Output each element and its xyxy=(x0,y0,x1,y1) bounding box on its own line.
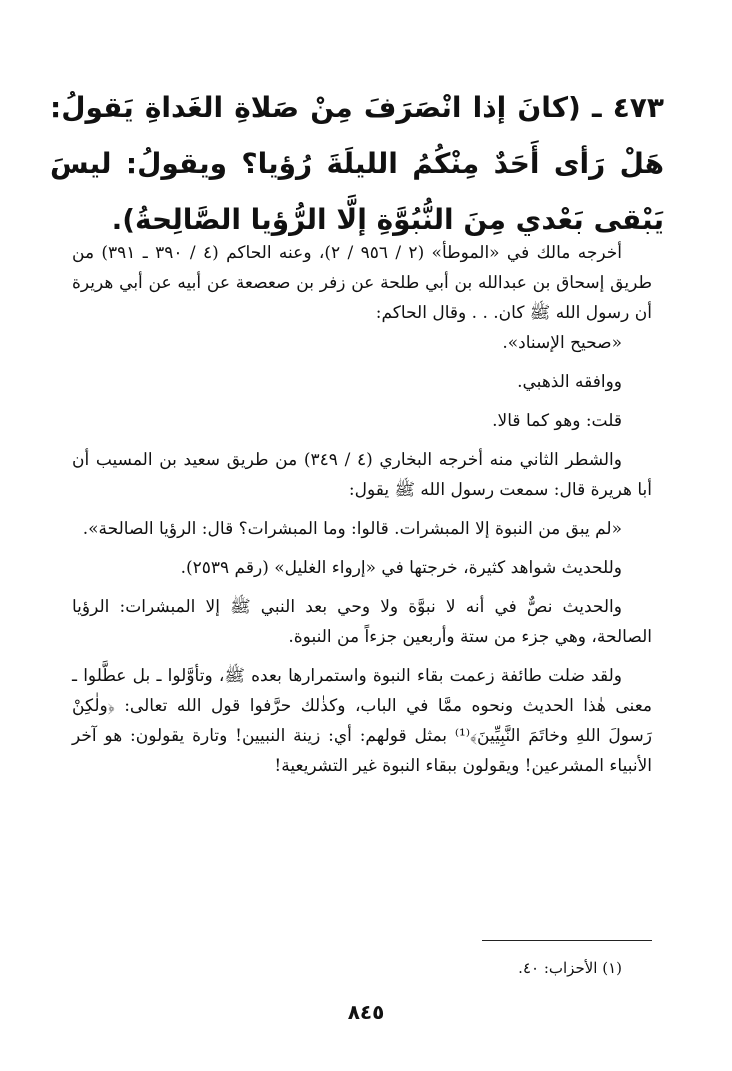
hadith-text: ٤٧٣ ـ (كانَ إذا انْصَرَفَ مِنْ صَلاةِ الغَداةِ يَقولُ: هَلْ رَأى أَحَدٌ مِنْكُمُ الليلَةَ رُؤيا؟ ويقولُ: ليسَ يَبْقى بَعْدي مِنَ النُّبُوَّةِ إلَّا الرُّؤيا الصَّالِحةُ). xyxy=(50,91,664,236)
footnote: (١) الأحزاب: ٤٠. xyxy=(518,959,622,977)
bukhari-quote: «لم يبق من النبوة إلا المبشرات. قالوا: وما المبشرات؟ قال: الرؤيا الصالحة». xyxy=(82,519,622,539)
commentary xyxy=(72,238,652,790)
refutation-paragraph: ولقد ضلت طائفة زعمت بقاء النبوة واستمرارها بعده ﷺ، وتأوَّلوا ـ بل عطَّلوا ـ معنى هٰذا الحديث ونحوه ممَّا في الباب، وكذٰلك حرَّفوا قول الله تعالى: ﴿ولٰكِنْ رَسولَ اللهِ وخاتَمَ النَّبِيِّينَ﴾⁽¹⁾ بمثل قولهم: أي: زينة النبيين! وتارة يقولون: هو آخر الأنبياء المشرعين! ويقولون ببقاء النبوة غير التشريعية! xyxy=(72,666,652,776)
author-remark: قلت: وهو كما قالا. xyxy=(492,411,622,431)
shawahid-paragraph: وللحديث شواهد كثيرة، خرجتها في «إرواء الغليل» (رقم ٢٥٣٩). xyxy=(180,558,622,578)
dhahabi-agreement: ووافقه الذهبي. xyxy=(517,372,622,392)
quote-hakim: «صحيح الإسناد». xyxy=(502,333,622,353)
bukhari-paragraph: والشطر الثاني منه أخرجه البخاري (٤ / ٣٤٩) من طريق سعيد بن المسيب أن أبا هريرة قال: سمعت رسول الله ﷺ يقول: xyxy=(72,450,652,500)
takhrij-paragraph: أخرجه مالك في «الموطأ» (٢ / ٩٥٦ / ٢)، وعنه الحاكم (٤ / ٣٩٠ ـ ٣٩١) من طريق إسحاق بن عبدالله بن أبي طلحة عن زفر بن صعصعة عن أبيه عن أبي هريرة أن رسول الله ﷺ كان. . . وقال الحاكم: xyxy=(72,243,652,323)
explanation-paragraph: والحديث نصٌّ في أنه لا نبوَّة ولا وحي بعد النبي ﷺ إلا المبشرات: الرؤيا الصالحة، وهي جزء من ستة وأربعين جزءاً من النبوة. xyxy=(72,597,652,647)
page-number: ٨٤٥ xyxy=(347,1000,385,1024)
footnote-divider xyxy=(482,940,652,941)
